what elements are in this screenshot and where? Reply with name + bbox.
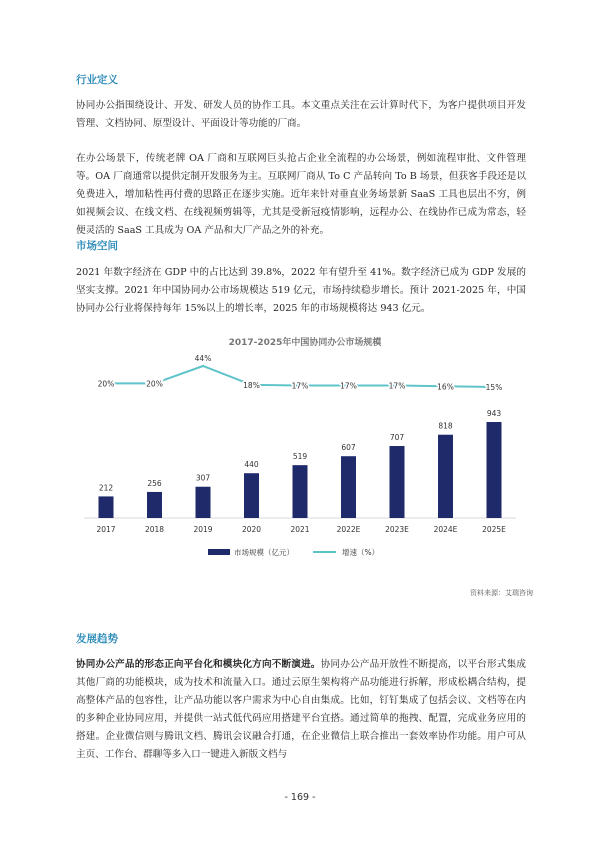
growth-label: 20% <box>146 379 163 389</box>
legend-bar-label: 市场规模（亿元） <box>234 548 294 557</box>
bar-value-label: 256 <box>147 478 162 488</box>
bar-value-label: 707 <box>389 433 405 443</box>
growth-label: 17% <box>388 381 406 391</box>
section-title-trends: 发展趋势 <box>76 633 118 645</box>
x-tick-label: 2019 <box>193 525 213 534</box>
section-title-market: 市场空间 <box>76 240 118 252</box>
x-tick-label: 2024E <box>433 525 458 534</box>
bar <box>293 465 308 518</box>
bar <box>487 422 502 518</box>
growth-point <box>202 365 204 367</box>
x-tick-label: 2022E <box>336 525 361 534</box>
definition-paragraph-2: 在办公场景下，传统老牌 OA 厂商和互联网巨头抢占企业全流程的办公场景，例如流程审批、文件管理等。OA 厂商通常以提供定制开发服务为主。互联网厂商从 To C 产品转向 To B 场景，但获客手段还是以免费进入，增加粘性再付费的思路正在逐步实施。近年来针对垂直业务场景新 SaaS 工具也层出不穷，例如视频会议、在线文档、在线视频剪辑等，尤其是受新冠疫情影响，远程办公、在线协作已成为常态，轻便灵活的 SaaS 工具成为 OA 产品和大厂产品之外的补充。 <box>76 153 526 236</box>
trends-paragraph <box>76 656 526 764</box>
bar-value-label: 440 <box>244 460 259 470</box>
bar-value-label: 818 <box>438 421 453 431</box>
growth-label: 20% <box>97 379 115 389</box>
bar <box>99 496 114 518</box>
bar <box>341 456 356 518</box>
trends-lead-sentence: 协同办公产品的形态正向平台化和模块化方向不断演进。 <box>76 659 321 670</box>
bar-value-label: 307 <box>195 473 211 483</box>
market-size-chart <box>76 330 526 590</box>
bar-value-label: 212 <box>98 483 114 493</box>
growth-label: 17% <box>340 381 357 391</box>
x-tick-label: 2021 <box>290 525 310 534</box>
section-title-definition: 行业定义 <box>76 74 118 86</box>
bar-value-label: 943 <box>486 409 502 418</box>
x-tick-label: 2023E <box>385 525 409 534</box>
growth-label: 15% <box>485 383 503 392</box>
trends-body: 协同办公产品开放性不断提高，以平台形式集成其他厂商的功能模块，成为技术和流量入口。通过云原生架构将产品功能进行拆解，形成松耦合结构，提高整体产品的包容性，让产品功能以客户需求为中心自由集成。比如，钉钉集成了包括会议、文档等在内的多种企业协同应用，并提供一站式低代码应用搭建平台宜搭。通过简单的拖拽、配置，完成业务应用的搭建。企业微信则与腾讯文档、腾讯会议融合打通，在企业微信上联合推出一套效率协作功能。用户可从主页、工作台、群聊等多入口一键进入新版文档与 <box>76 659 527 760</box>
x-tick-label: 2025E <box>482 525 506 534</box>
page-number: - 169 - <box>284 792 316 803</box>
chart-title: 2017-2025年中国协同办公市场规模 <box>228 338 382 348</box>
growth-label: 18% <box>243 380 260 390</box>
x-tick-label: 2020 <box>241 525 262 534</box>
x-tick-label: 2018 <box>144 525 165 534</box>
bar <box>244 473 259 518</box>
growth-label: 17% <box>291 381 309 391</box>
growth-label: 44% <box>194 354 212 363</box>
definition-paragraph-1: 协同办公指围绕设计、开发、研发人员的协作工具。本文重点关注在云计算时代下，为客户提供项目开发管理、文档协同、原型设计、平面设计等功能的厂商。 <box>76 100 526 129</box>
bar <box>438 435 453 518</box>
source-note: 资料来源：艾瑞咨询 <box>470 589 533 597</box>
legend-line-label: 增速（%） <box>342 548 380 557</box>
bar <box>196 487 211 518</box>
bar <box>390 446 405 518</box>
market-paragraph: 2021 年数字经济在 GDP 中的占比达到 39.8%，2022 年有望升至 41%。数字经济已成为 GDP 发展的坚实支撑。2021 年中国协同办公市场规模达 519 亿元，市场持续稳步增长。预计 2021-2025 年，中国协同办公行业将保持每年 15%以上的增长率，2025 年的市场规模将达 943 亿元。 <box>76 267 526 314</box>
bar <box>147 492 162 518</box>
legend-bar-swatch <box>208 549 230 555</box>
x-tick-label: 2017 <box>96 525 116 534</box>
bar-value-label: 519 <box>292 452 308 462</box>
growth-label: 16% <box>437 382 454 392</box>
bar-value-label: 607 <box>341 443 356 453</box>
